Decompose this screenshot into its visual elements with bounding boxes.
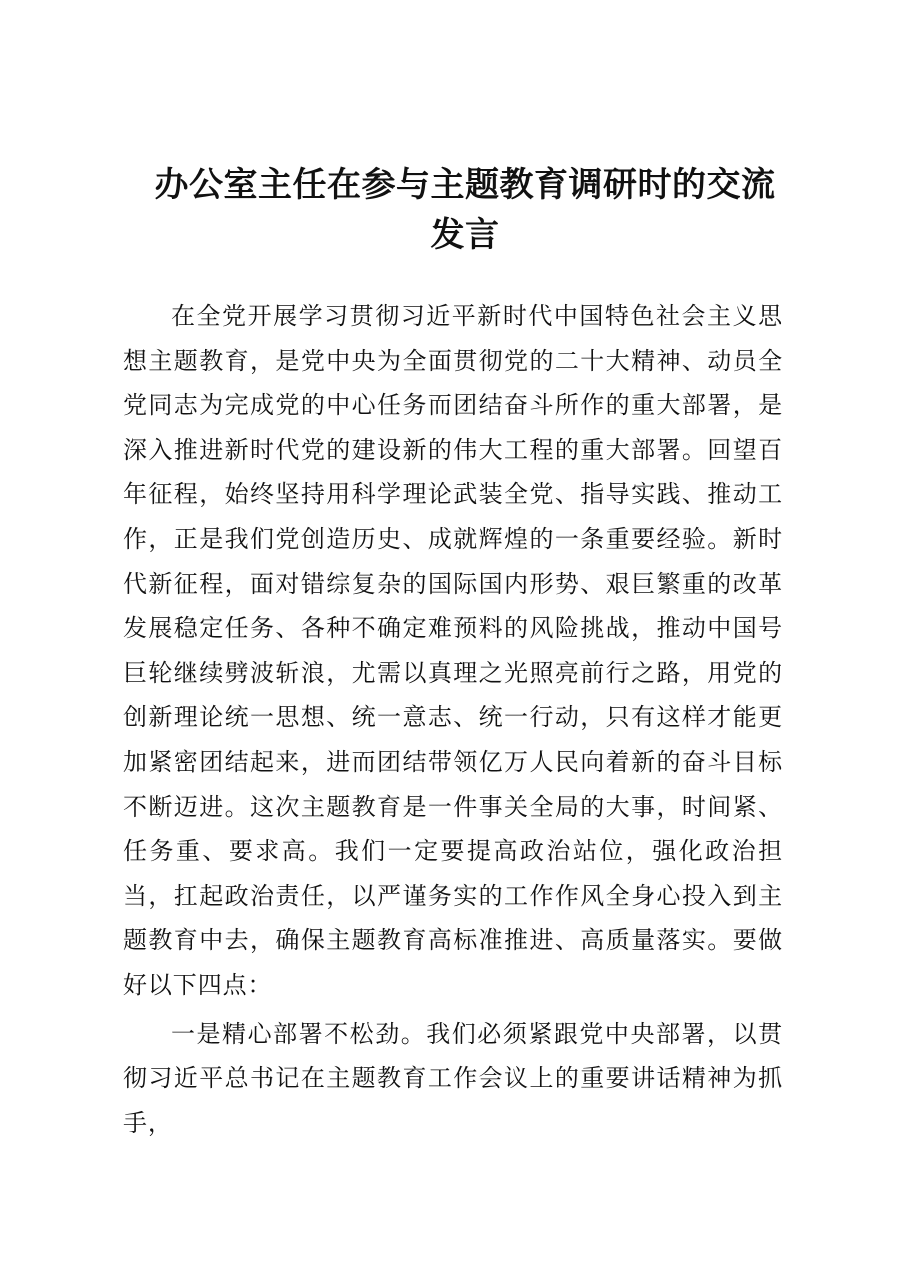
paragraph-intro: 在全党开展学习贯彻习近平新时代中国特色社会主义思想主题教育，是党中央为全面贯彻党的二十大精神、动员全党同志为完成党的中心任务而团结奋斗所作的重大部署，是深入推进新时代党的建设新的伟大工程的重大部署。回望百年征程，始终坚持用科学理论武装全党、指导实践、推动工作，正是我们党创造历史、成就辉煌的一条重要经验。新时代新征程，面对错综复杂的国际国内形势、艰巨繁重的改革发展稳定任务、各种不确定难预料的风险挑战，推动中国号巨轮继续劈波斩浪，尤需以真理之光照亮前行之路，用党的创新理论统一思想、统一意志、统一行动，只有这样才能更加紧密团结起来，进而团结带领亿万人民向着新的奋斗目标不断迈进。这次主题教育是一件事关全局的大事，时间紧、任务重、要求高。我们一定要提高政治站位，强化政治担当，扛起政治责任，以严谨务实的工作作风全身心投入到主题教育中去，确保主题教育高标准推进、高质量落实。要做好以下四点： [123, 302, 783, 999]
document-body [123, 294, 783, 1149]
document-title: 办公室主任在参与主题教育调研时的交流发言 [154, 165, 776, 255]
paragraph-point-one: 一是精心部署不松劲。我们必须紧跟党中央部署，以贯彻习近平总书记在主题教育工作会议上的重要讲话精神为抓手， [123, 1019, 783, 1137]
